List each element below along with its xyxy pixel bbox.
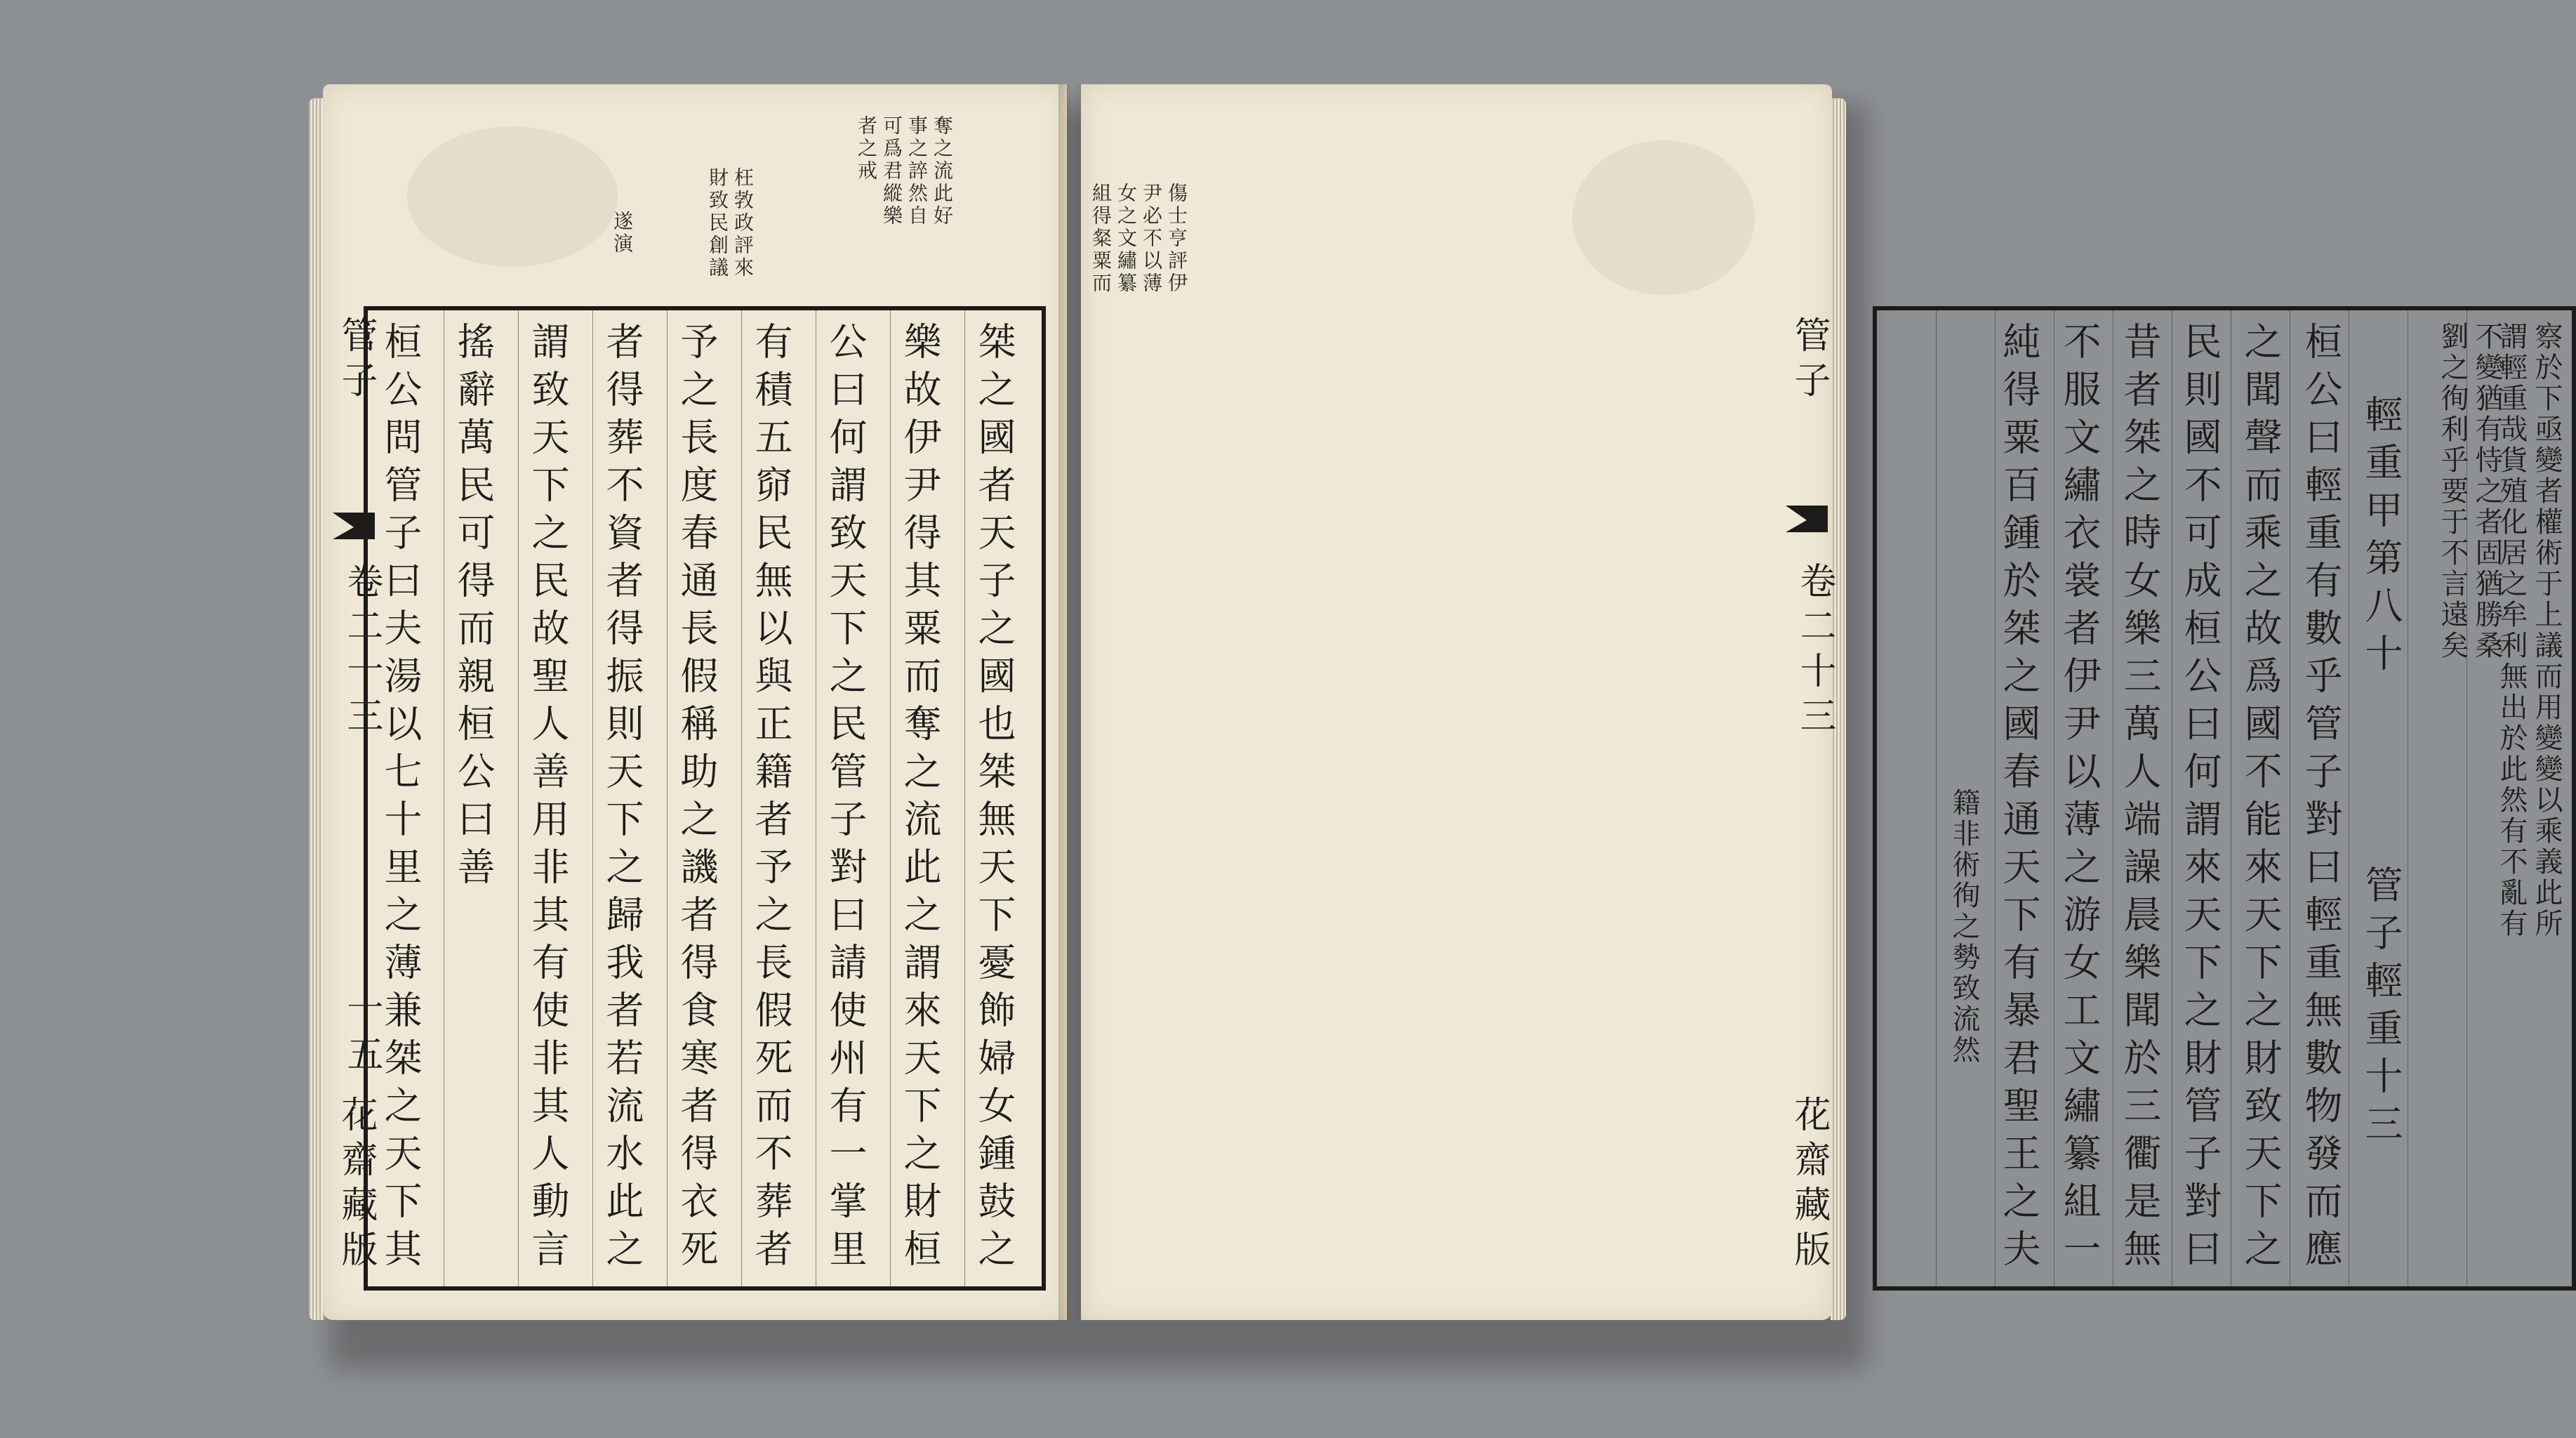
text-column: 民則國不可成桓公曰何謂來天下之財管子對曰	[2178, 322, 2222, 1277]
margin-printer: 花齋藏版	[1788, 1095, 1830, 1275]
column-rule	[964, 310, 965, 1286]
text-column: 桓公問管子曰夫湯以七十里之薄兼桀之天下其	[378, 322, 423, 1277]
text-column: 察於下亟變者權術于上議而用變變以乘義此所	[2530, 322, 2563, 939]
text-column: 公曰何謂致天下之民管子對曰請使州有一掌里	[823, 322, 868, 1277]
column-rule	[518, 310, 519, 1286]
paper-stain	[1572, 140, 1755, 295]
margin-volume: 卷二十三	[340, 562, 383, 741]
text-column: 謂輕重哉貨殖化居之牟利無出於此然有不亂有	[2495, 322, 2528, 939]
left-page	[323, 84, 1067, 1320]
margin-title: 管子	[1788, 316, 1830, 406]
page-edges-left	[309, 98, 324, 1320]
text-frame	[364, 306, 1046, 1291]
margin-printer: 花齋藏版	[335, 1095, 377, 1275]
fishtail-mark	[333, 513, 375, 539]
text-column: 桀之國者天子之國也桀無天下憂飾婦女鍾鼓之	[972, 322, 1016, 1277]
text-column: 樂故伊尹得其粟而奪之流此之謂來天下之財桓	[898, 322, 942, 1277]
top-note: 財致民創議	[706, 167, 729, 279]
top-note: 者之戒	[855, 115, 878, 183]
column-rule	[592, 310, 593, 1286]
top-note: 遂演	[611, 211, 634, 256]
text-column: 不服文繡衣裳者伊尹以薄之游女工文繡纂組一	[2057, 322, 2102, 1277]
text-column: 籍非術徇之勢致流然	[1948, 788, 1980, 1066]
top-note: 事之誶然自	[905, 115, 929, 227]
top-note: 尹必不以薄	[1140, 183, 1163, 295]
binding-thread	[1127, 105, 1142, 117]
chapter-subheading: 管子輕重十三	[2359, 865, 2403, 1152]
text-frame	[1873, 306, 2576, 1291]
top-note: 可爲君縱樂	[880, 115, 903, 227]
text-column: 有積五窌民無以與正籍者予之長假死而不葬者	[749, 322, 793, 1277]
text-column: 純得粟百鍾於桀之國春通天下有暴君聖王之夫	[1997, 322, 2041, 1277]
open-book	[309, 84, 2563, 1348]
top-note: 傷士亨評伊	[1165, 183, 1188, 295]
column-rule	[890, 310, 891, 1286]
chapter-heading: 輕重甲第八十	[2359, 395, 2403, 681]
text-column: 昔者桀之時女樂三萬人端譟晨樂聞於三衢是無	[2118, 322, 2162, 1277]
column-rule	[741, 310, 742, 1286]
text-column: 謂致天下之民故聖人善用非其有使非其人動言	[526, 322, 570, 1277]
column-rule	[1995, 310, 1996, 1286]
margin-volume: 卷二十三	[1793, 562, 1835, 741]
text-column: 桓公曰輕重有數乎管子對曰輕重無數物發而應	[2299, 322, 2343, 1277]
right-page	[1081, 84, 2563, 1320]
margin-page-number: 十五	[340, 990, 383, 1080]
text-column: 不變猶有恃之者固猶勝桑	[2471, 322, 2503, 661]
text-column: 予之長度春通長假稱助之譏者得食寒者得衣死	[675, 322, 719, 1277]
column-rule	[667, 310, 668, 1286]
top-note: 奪之流此好	[931, 115, 954, 227]
text-column: 之聞聲而乘之故爲國不能來天下之財致天下之	[2238, 322, 2283, 1277]
top-note: 枉㪍政評來	[731, 167, 755, 279]
margin-title: 管子	[335, 316, 377, 406]
paper-stain	[407, 126, 618, 267]
top-note: 女之文繡纂	[1115, 183, 1138, 295]
text-column: 劉之徇利乎要于不言遠矣	[2436, 322, 2469, 661]
column-rule	[1936, 310, 1937, 1286]
text-column: 者得葬不資者得振則天下之歸我者若流水此之	[600, 322, 644, 1277]
text-column: 搖辭萬民可得而親桓公曰善	[451, 322, 496, 895]
fishtail-mark	[1786, 506, 1828, 532]
top-note: 組得粲粟而	[1089, 183, 1113, 295]
